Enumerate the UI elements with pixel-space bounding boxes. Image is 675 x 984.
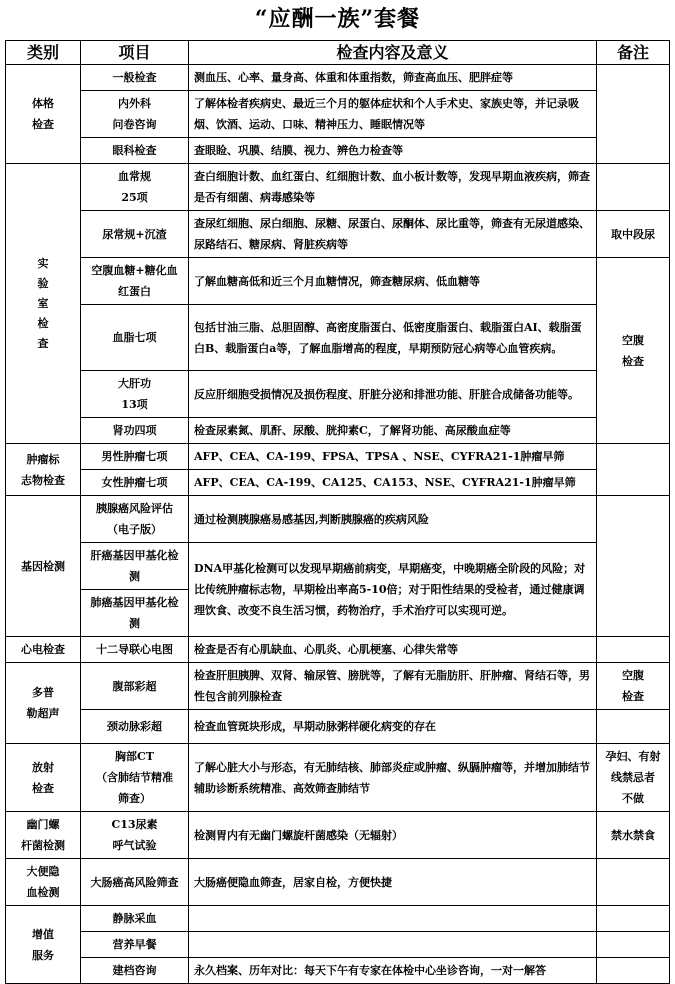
table-row xyxy=(6,211,670,258)
item-carotid-us: 颈动脉彩超 xyxy=(81,710,189,744)
item-blood-lipid: 血脂七项 xyxy=(81,305,189,371)
category-doppler: 多普 勒超声 xyxy=(6,663,81,744)
desc-ecg: 检查是否有心肌缺血、心肌炎、心肌梗塞、心律失常等 xyxy=(189,637,597,663)
note-gene xyxy=(597,496,670,637)
table-row xyxy=(6,258,670,305)
table-row xyxy=(6,138,670,164)
note-venous-blood xyxy=(597,906,670,932)
desc-eye-exam: 查眼睑、巩膜、结膜、视力、辨色力检查等 xyxy=(189,138,597,164)
note-breakfast xyxy=(597,932,670,958)
table-row xyxy=(6,859,670,906)
item-chest-ct: 胸部CT （含肺结节精准 筛查） xyxy=(81,744,189,812)
table-row xyxy=(6,812,670,859)
table-row xyxy=(6,543,670,590)
table-row xyxy=(6,444,670,470)
note-fasting-us: 空腹 检查 xyxy=(597,663,670,710)
desc-pancreatic-risk: 通过检测胰腺癌易感基因,判断胰腺癌的疾病风险 xyxy=(189,496,597,543)
item-urine-routine: 尿常规+沉渣 xyxy=(81,211,189,258)
item-abdominal-us: 腹部彩超 xyxy=(81,663,189,710)
note-tumor xyxy=(597,444,670,496)
header-category: 类别 xyxy=(6,41,81,65)
header-item: 项目 xyxy=(81,41,189,65)
desc-carotid-us: 检查血管斑块形成，早期动脉粥样硬化病变的存在 xyxy=(189,710,597,744)
note-ecg xyxy=(597,637,670,663)
desc-methylation: DNA甲基化检测可以发现早期癌前病变，早期癌变，中晚期癌全阶段的风险；对比传统肿瘤标志物，早期检出率高5-10倍；对于阳性结果的受检者，通过健康调理饮食、改变不良生活习惯，药物治疗，手术治疗可以实现可逆。 xyxy=(189,543,597,637)
item-eye-exam: 眼科检查 xyxy=(81,138,189,164)
page-title: “应酬一族”套餐 xyxy=(254,6,421,32)
desc-urine-routine: 查尿红细胞、尿白细胞、尿糖、尿蛋白、尿酮体、尿比重等，筛查有无尿道感染、尿路结石、糖尿病、肾脏疾病等 xyxy=(189,211,597,258)
table-row xyxy=(6,932,670,958)
note-carotid-us xyxy=(597,710,670,744)
item-archive-consult: 建档咨询 xyxy=(81,958,189,984)
category-lab: 实 验 室 检 查 xyxy=(6,164,81,444)
header-content: 检查内容及意义 xyxy=(189,41,597,65)
item-blood-glucose: 空腹血糖+糖化血红蛋白 xyxy=(81,258,189,305)
desc-chest-ct: 了解心脏大小与形态，有无肺结核、肺部炎症或肿瘤、纵膈肿瘤等，并增加肺结节辅助诊断系统精准、高效筛查肺结节 xyxy=(189,744,597,812)
item-venous-blood: 静脉采血 xyxy=(81,906,189,932)
table-row xyxy=(6,496,670,543)
table-row xyxy=(6,65,670,91)
desc-blood-lipid: 包括甘油三脂、总胆固醇、高密度脂蛋白、低密度脂蛋白、载脂蛋白AI、载脂蛋白B、载脂蛋白a等，了解血脂增高的程度，早期预防冠心病等心血管疾病。 xyxy=(189,305,597,371)
table-header-row xyxy=(6,41,670,65)
category-radiology: 放射 检查 xyxy=(6,744,81,812)
desc-abdominal-us: 检查肝胆胰脾、双肾、输尿管、膀胱等，了解有无脂肪肝、肝肿瘤、肾结石等，男性包含前列腺检查 xyxy=(189,663,597,710)
item-general-exam: 一般检查 xyxy=(81,65,189,91)
item-lung-methylation: 肺癌基因甲基化检测 xyxy=(81,590,189,637)
table-row xyxy=(6,418,670,444)
item-ecg: 十二导联心电图 xyxy=(81,637,189,663)
table-row xyxy=(6,91,670,138)
table-row xyxy=(6,305,670,371)
desc-kidney-function: 检查尿素氮、肌酐、尿酸、胱抑素C，了解肾功能、高尿酸血症等 xyxy=(189,418,597,444)
table-row xyxy=(6,637,670,663)
desc-archive-consult: 永久档案、历年对比：每天下午有专家在体检中心坐诊咨询，一对一解答 xyxy=(189,958,597,984)
item-colorectal-screen: 大肠癌高风险筛查 xyxy=(81,859,189,906)
desc-male-tumor: AFP、CEA、CA-199、FPSA、TPSA 、NSE、CYFRA21-1肿瘤早筛 xyxy=(189,444,597,470)
table-row xyxy=(6,371,670,418)
note-midstream-urine: 取中段尿 xyxy=(597,211,670,258)
desc-venous-blood xyxy=(189,906,597,932)
item-female-tumor: 女性肿瘤七项 xyxy=(81,470,189,496)
item-breakfast: 营养早餐 xyxy=(81,932,189,958)
item-questionnaire: 内外科 问卷咨询 xyxy=(81,91,189,138)
desc-liver-function: 反应肝细胞受损情况及损伤程度、肝脏分泌和排泄功能、肝脏合成储备功能等。 xyxy=(189,371,597,418)
desc-blood-routine: 查白细胞计数、血红蛋白、红细胞计数、血小板计数等，发现早期血液疾病，筛查是否有细菌、病毒感染等 xyxy=(189,164,597,211)
note-stool xyxy=(597,859,670,906)
note-blood-routine xyxy=(597,164,670,211)
item-blood-routine: 血常规 25项 xyxy=(81,164,189,211)
category-gene-test: 基因检测 xyxy=(6,496,81,637)
category-physical: 体格 检查 xyxy=(6,65,81,164)
header-note: 备注 xyxy=(597,41,670,65)
table-row xyxy=(6,744,670,812)
item-male-tumor: 男性肿瘤七项 xyxy=(81,444,189,470)
note-physical xyxy=(597,65,670,164)
note-fasting-lab: 空腹 检查 xyxy=(597,258,670,444)
item-c13-breath: C13尿素 呼气试验 xyxy=(81,812,189,859)
item-liver-function: 大肝功 13项 xyxy=(81,371,189,418)
desc-questionnaire: 了解体检者疾病史、最近三个月的躯体症状和个人手术史、家族史等，并记录吸烟、饮酒、运动、口味、精神压力、睡眠情况等 xyxy=(189,91,597,138)
item-kidney-function: 肾功四项 xyxy=(81,418,189,444)
category-service: 增值 服务 xyxy=(6,906,81,984)
category-ecg: 心电检查 xyxy=(6,637,81,663)
desc-breakfast xyxy=(189,932,597,958)
desc-general-exam: 测血压、心率、量身高、体重和体重指数，筛查高血压、肥胖症等 xyxy=(189,65,597,91)
table-row xyxy=(6,164,670,211)
table-row xyxy=(6,906,670,932)
table-row xyxy=(6,958,670,984)
item-liver-methylation: 肝癌基因甲基化检测 xyxy=(81,543,189,590)
desc-c13-breath: 检测胃内有无幽门螺旋杆菌感染（无辐射） xyxy=(189,812,597,859)
note-archive xyxy=(597,958,670,984)
desc-female-tumor: AFP、CEA、CA-199、CA125、CA153、NSE、CYFRA21-1肿瘤早筛 xyxy=(189,470,597,496)
category-hp: 幽门螺 杆菌检测 xyxy=(6,812,81,859)
desc-blood-glucose: 了解血糖高低和近三个月血糖情况，筛查糖尿病、低血糖等 xyxy=(189,258,597,305)
table-row xyxy=(6,663,670,710)
desc-colorectal-screen: 大肠癌便隐血筛查，居家自检，方便快捷 xyxy=(189,859,597,906)
category-stool: 大便隐 血检测 xyxy=(6,859,81,906)
item-pancreatic-risk: 胰腺癌风险评估 （电子版） xyxy=(81,496,189,543)
package-table xyxy=(5,40,670,984)
note-ct: 孕妇、有射 线禁忌者 不做 xyxy=(597,744,670,812)
table-row xyxy=(6,470,670,496)
category-tumor-markers: 肿瘤标 志物检查 xyxy=(6,444,81,496)
note-fast-food: 禁水禁食 xyxy=(597,812,670,859)
table-row xyxy=(6,710,670,744)
